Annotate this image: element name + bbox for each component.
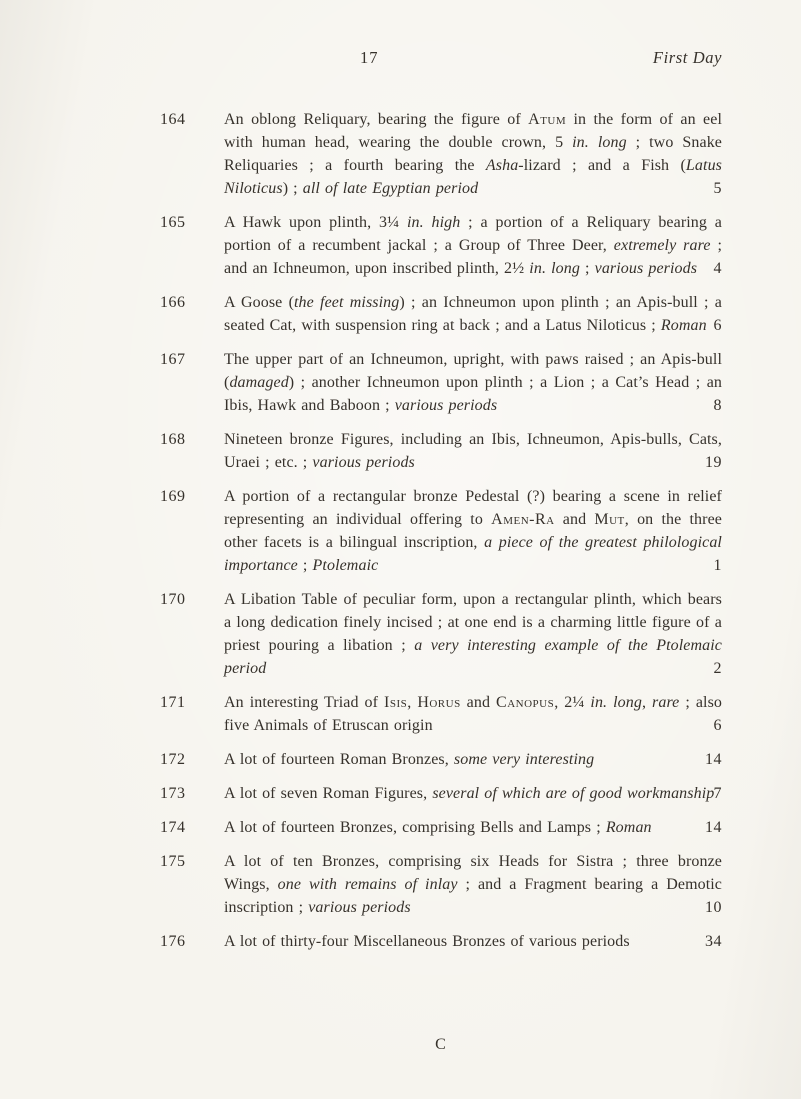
lot-number: 173 — [160, 785, 186, 802]
lot-number: 164 — [160, 111, 186, 128]
lot-entry — [160, 588, 722, 680]
lot-price: 6 — [713, 317, 722, 334]
lot-entry — [160, 428, 722, 474]
lot-price: 14 — [705, 751, 722, 768]
lot-description: A lot of fourteen Bronzes, comprising Bells and Lamps ; Roman 14 — [224, 816, 722, 839]
lot-entry — [160, 485, 722, 577]
lot-description: A lot of fourteen Roman Bronzes, some very interesting 14 — [224, 748, 722, 771]
lot-number: 169 — [160, 488, 186, 505]
lot-description: A portion of a rectangular bronze Pedestal (?) bearing a scene in relief representing an individual offering to Amen-Ra and Mut, on the three other facets is a bilingual inscription, a piece of the greatest philological importance ; Ptolemaic 1 — [224, 485, 722, 577]
lot-price: 14 — [705, 819, 722, 836]
lot-number: 166 — [160, 294, 186, 311]
lot-price: 8 — [713, 397, 722, 414]
lot-number: 174 — [160, 819, 186, 836]
lot-entry — [160, 691, 722, 737]
lot-description: A lot of thirty-four Miscellaneous Bronzes of various periods 34 — [224, 930, 722, 953]
lot-number: 168 — [160, 431, 186, 448]
lot-description: A lot of ten Bronzes, comprising six Heads for Sistra ; three bronze Wings, one with remains of inlay ; and a Fragment bearing a Demotic inscription ; various periods 10 — [224, 850, 722, 919]
lot-description: A Libation Table of peculiar form, upon a rectangular plinth, which bears a long dedication finely incised ; at one end is a charming little figure of a priest pouring a libation ; a very interesting example of the Ptolemaic period 2 — [224, 588, 722, 680]
lot-number: 176 — [160, 933, 186, 950]
signature-mark: C — [435, 1036, 447, 1053]
lot-number: 167 — [160, 351, 186, 368]
page-number: 17 — [360, 48, 379, 67]
lot-price: 1 — [713, 557, 722, 574]
lot-entry — [160, 211, 722, 280]
lot-price: 4 — [713, 260, 722, 277]
lot-price: 19 — [705, 454, 722, 471]
lot-price: 5 — [713, 180, 722, 197]
running-head — [160, 46, 722, 70]
lot-description: An interesting Triad of Isis, Horus and Canopus, 2¼ in. long, rare ; also five Animals of Etruscan origin 6 — [224, 691, 722, 737]
lot-price: 10 — [705, 899, 722, 916]
lot-price: 6 — [713, 717, 722, 734]
lot-entry — [160, 930, 722, 953]
lot-description: A Hawk upon plinth, 3¼ in. high ; a portion of a Reliquary bearing a portion of a recumbent jackal ; a Group of Three Deer, extremely rare ; and an Ichneumon, upon inscribed plinth, 2½ in. long ; various periods 4 — [224, 211, 722, 280]
lot-description: A lot of seven Roman Figures, several of which are of good workmanship 7 — [224, 782, 722, 805]
lot-number: 170 — [160, 591, 186, 608]
running-title: First Day — [652, 48, 722, 67]
lot-list — [160, 108, 722, 964]
lot-number: 172 — [160, 751, 186, 768]
lot-entry — [160, 348, 722, 417]
lot-price: 2 — [713, 660, 722, 677]
lot-entry — [160, 816, 722, 839]
lot-number: 175 — [160, 853, 186, 870]
lot-description: Nineteen bronze Figures, including an Ibis, Ichneumon, Apis-bulls, Cats, Uraei ; etc. ; various periods 19 — [224, 428, 722, 474]
lot-number: 165 — [160, 214, 186, 231]
lot-entry — [160, 291, 722, 337]
lot-entry — [160, 748, 722, 771]
lot-number: 171 — [160, 694, 186, 711]
lot-description: An oblong Reliquary, bearing the figure of Atum in the form of an eel with human head, wearing the double crown, 5 in. long ; two Snake Reliquaries ; a fourth bearing the Asha-lizard ; and a Fish (Latus Niloticus) ; all of late Egyptian period 5 — [224, 108, 722, 200]
lot-entry — [160, 108, 722, 200]
lot-price: 7 — [713, 785, 722, 802]
lot-entry — [160, 850, 722, 919]
lot-price: 34 — [705, 933, 722, 950]
lot-description: The upper part of an Ichneumon, upright, with paws raised ; an Apis-bull (damaged) ; another Ichneumon upon plinth ; a Lion ; a Cat’s Head ; an Ibis, Hawk and Baboon ; various periods 8 — [224, 348, 722, 417]
lot-entry — [160, 782, 722, 805]
lot-description: A Goose (the feet missing) ; an Ichneumon upon plinth ; an Apis-bull ; a seated Cat, with suspension ring at back ; and a Latus Niloticus ; Roman 6 — [224, 291, 722, 337]
